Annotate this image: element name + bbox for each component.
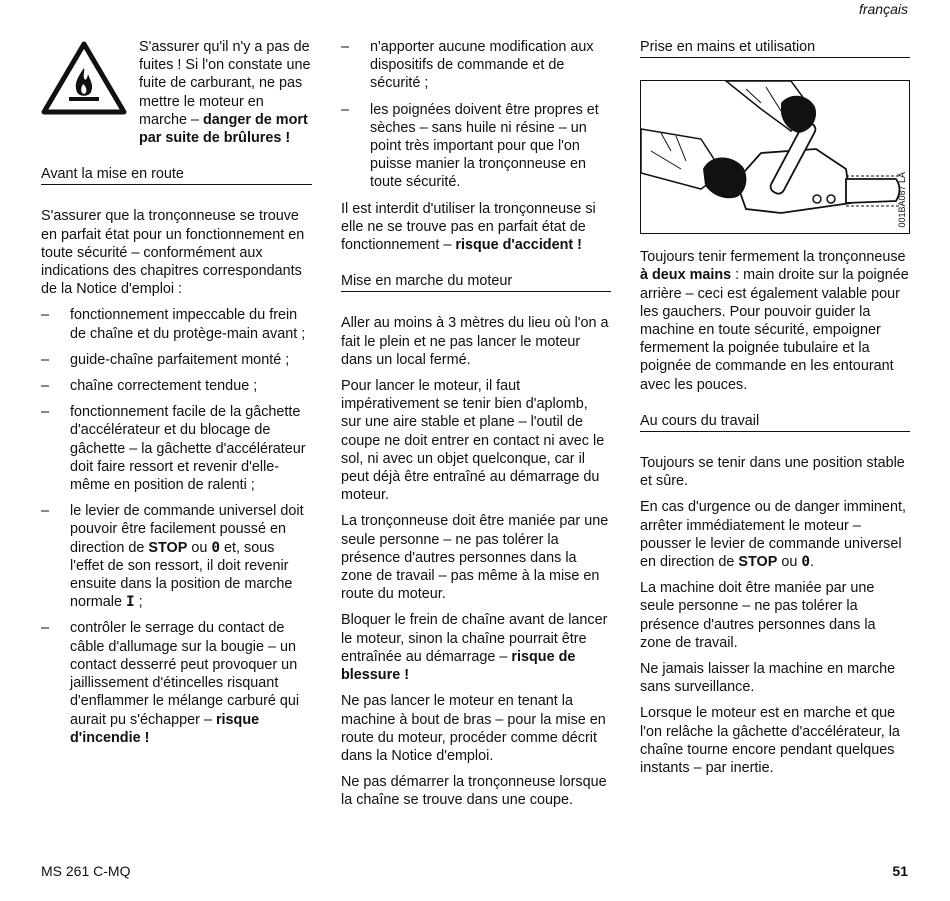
footer-model: MS 261 C-MQ [41,863,131,879]
column-left [41,38,312,755]
list-item: – n'apporter aucune modification aux dispositifs de commande et de sécurité ; [341,39,594,92]
section-heading-engine-start: Mise en marche du moteur [341,272,611,292]
fire-warning-icon [41,40,127,116]
chainsaw-grip-illustration [640,80,910,234]
warning-bold: danger de mort par suite de brûlures ! [139,111,308,147]
figure-code: 001BA087 LÄ [897,171,907,228]
paragraph: Bloquer le frein de chaîne avant de lancer le moteur, sinon la chaîne pourrait être entraînée au démarrage – risque de blessure ! [341,612,608,684]
list-item: – chaîne correctement tendue ; [41,378,258,395]
paragraph: La tronçonneuse doit être maniée par une seule personne – ne pas tolérer la présence d'autres personnes dans la zone de travail – pas même à la mise en route du moteur. [341,513,609,603]
section-heading-during-work: Au cours du travail [640,412,910,432]
paragraph: La machine doit être maniée par une seule personne – ne pas tolérer la présence d'autres personnes dans la zone de travail. [640,580,876,651]
intro-paragraph: S'assurer que la tronçonneuse se trouve en parfait état pour un fonctionnement en toute sécurité – conformément aux indications des chapitres correspondants de la Notice d'emploi : [41,208,305,298]
section-heading-before-start: Avant la mise en route [41,165,312,185]
section-heading-handling: Prise en mains et utilisation [640,38,910,58]
list-item: – fonctionnement impeccable du frein de chaîne et du protège-main avant ; [41,307,306,342]
paragraph: En cas d'urgence ou de danger imminent, arrêter immédiatement le moteur – pousser le levier de commande universel en direction de STOP ou 0. [640,499,906,571]
list-item: – guide-chaîne parfaitement monté ; [41,351,290,368]
page-language: français [858,1,908,17]
paragraph: Toujours se tenir dans une position stable et sûre. [640,455,905,490]
fire-warning [41,38,312,147]
page-number: 51 [892,863,908,879]
paragraph: Ne pas lancer le moteur en tenant la machine à bout de bras – pour la mise en route du moteur, procéder comme décrit dans la Notice d'emploi. [341,693,606,764]
list-item-lever: – le levier de commande universel doit pouvoir être facilement poussé en direction de STOP ou 0 et, sous l'effet de son ressort, il doit revenir ensuite dans la position de marche normale I ; [41,503,304,611]
run-symbol: I [126,594,135,611]
chainsaw-two-hands-image [641,81,908,232]
stop-symbol: 0 [211,539,221,556]
warning-text: S'assurer qu'il n'y a pas de fuites ! Si l'on constate une fuite de carburant, ne pas mettre le moteur en marche – danger de mort par suite de brûlures ! [139,39,311,147]
list-item: – les poignées doivent être propres et sèches – sans huile ni résine – un point très important pour que l'on puisse manier la tronçonneuse en toute sécurité. [341,101,599,191]
paragraph: Lorsque le moteur est en marche et que l'on relâche la gâchette d'accélérateur, la chaîne tourne encore pendant quelques instants – par inertie. [640,705,900,777]
stop-symbol: 0 [801,554,811,571]
forbidden-paragraph: Il est interdit d'utiliser la tronçonneuse si elle ne se trouve pas en parfait état de fonctionnement – risque d'accident ! [341,200,596,254]
list-item-cable: – contrôler le serrage du contact de câble d'allumage sur la bougie – un contact desserré peut provoquer un jaillissement d'étincelles risquant d'enflammer le mélange carburé qui aurait pu s'échapper – risque d'incendie ! [41,620,300,746]
grip-paragraph: Toujours tenir fermement la tronçonneuse à deux mains : main droite sur la poignée arrière – ceci est également valable pour les gauchers. Pour pouvoir guider la machine en toute sécurité, empoigner fermement la poignée tubulaire et la poignée de commande en les entourant avec les pouces. [640,249,909,393]
paragraph: Aller au moins à 3 mètres du lieu où l'on a fait le plein et ne pas lancer le moteur dans un local fermé. [341,315,609,368]
column-middle [341,38,611,818]
paragraph: Ne pas démarrer la tronçonneuse lorsque la chaîne se trouve dans une coupe. [341,774,607,809]
column-right [640,38,910,785]
list-item: – fonctionnement facile de la gâchette d'accélérateur et du blocage de gâchette – la gâchette d'accélérateur doit faire ressort et revenir d'elle-même en position de ralenti ; [41,404,306,494]
paragraph: Pour lancer le moteur, il faut impérativement se tenir bien d'aplomb, sur une aire stable et plane – l'outil de coupe ne doit entrer en contact ni avec le sol, ni avec un objet quelconque, car il peut déjà être entraîné au démarrage du moteur. [341,378,605,504]
paragraph: Ne jamais laisser la machine en marche sans surveillance. [640,661,896,696]
